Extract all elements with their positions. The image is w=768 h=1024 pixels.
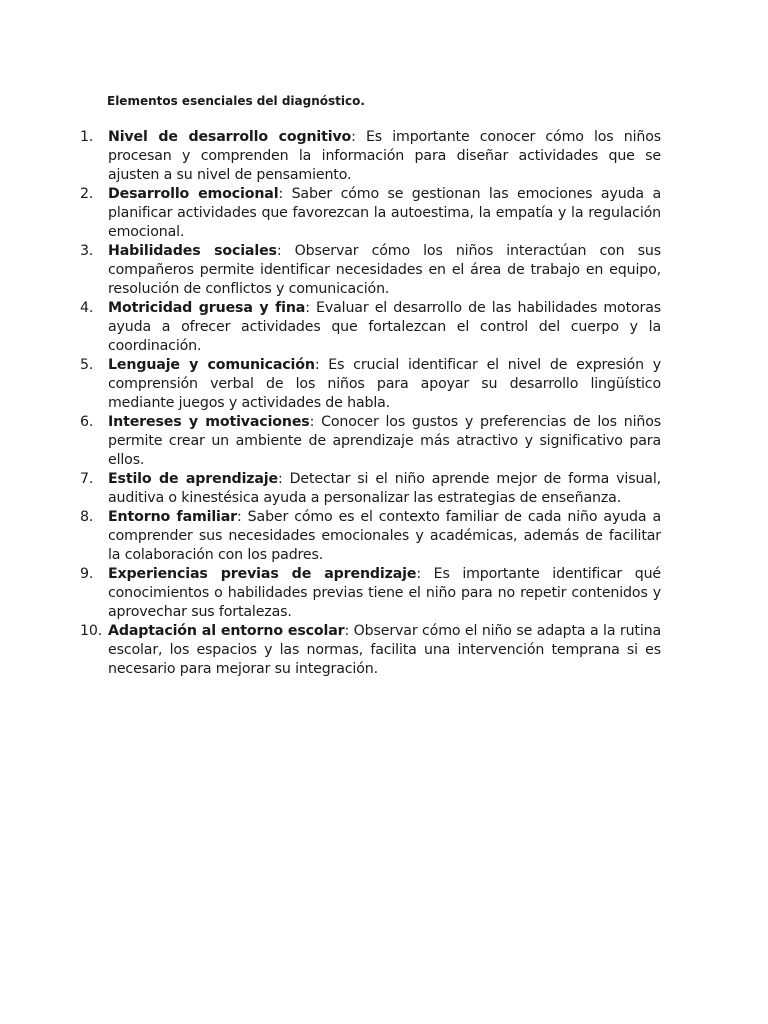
list-item-text: : Evaluar el desarrollo de las habilidades motoras ayuda a ofrecer actividades que fortalezcan el control del cuerpo y la coordinación. [108, 300, 661, 354]
list-item [0, 242, 768, 299]
list-item-term: Habilidades sociales [108, 243, 277, 259]
list-item [0, 508, 768, 565]
list-item-number: 7. [80, 471, 94, 487]
document-title: Elementos esenciales del diagnóstico. [107, 94, 365, 108]
list-item [0, 128, 768, 185]
list-item-term: Entorno familiar [108, 509, 238, 525]
list-item-term: Motricidad gruesa y fina [108, 300, 306, 316]
list-item-text: : Saber cómo es el contexto familiar de cada niño ayuda a comprender sus necesidades emocionales y académicas, además de facilitar la colaboración con los padres. [108, 509, 661, 563]
list-item-term: Nivel de desarrollo cognitivo [108, 129, 352, 145]
list-item-number: 1. [80, 129, 94, 145]
list-item-term: Estilo de aprendizaje [108, 471, 278, 487]
list-item-number: 5. [80, 357, 94, 373]
list-item-text: : Observar cómo los niños interactúan con sus compañeros permite identificar necesidades en el área de trabajo en equipo, resolución de conflictos y comunicación. [108, 243, 661, 297]
list-item-term: Adaptación al entorno escolar [108, 623, 345, 639]
list-item [0, 299, 768, 356]
list-item-number: 8. [80, 509, 94, 525]
list-item-text: : Saber cómo se gestionan las emociones ayuda a planificar actividades que favorezcan la autoestima, la empatía y la regulación emocional. [108, 186, 662, 240]
list-item-number: 2. [80, 186, 94, 202]
list-item-number: 6. [80, 414, 94, 430]
list-item [0, 185, 768, 242]
list-item-term: Experiencias previas de aprendizaje [108, 566, 417, 582]
list-item-number: 3. [80, 243, 94, 259]
list-item-term: Desarrollo emocional [108, 186, 279, 202]
list-item-term: Lenguaje y comunicación [108, 357, 315, 373]
list-item-number: 10. [80, 623, 103, 639]
list-item-text: : Es crucial identificar el nivel de expresión y comprensión verbal de los niños para apoyar su desarrollo lingüístico mediante juegos y actividades de habla. [108, 357, 661, 411]
list-item [0, 413, 768, 470]
list-item-number: 9. [80, 566, 94, 582]
diagnostic-elements-list [0, 128, 768, 679]
list-item-term: Intereses y motivaciones [108, 414, 310, 430]
list-item [0, 470, 768, 508]
list-item [0, 622, 768, 679]
list-item [0, 356, 768, 413]
list-item-number: 4. [80, 300, 94, 316]
list-item-text: : Observar cómo el niño se adapta a la rutina escolar, los espacios y las normas, facilita una intervención temprana si es necesario para mejorar su integración. [108, 623, 662, 677]
list-item-text: : Es importante conocer cómo los niños procesan y comprenden la información para diseñar actividades que se ajusten a su nivel de pensamiento. [108, 129, 661, 183]
list-item-text: : Conocer los gustos y preferencias de los niños permite crear un ambiente de aprendizaje más atractivo y significativo para ellos. [108, 414, 661, 468]
list-item [0, 565, 768, 622]
list-item-text: : Detectar si el niño aprende mejor de forma visual, auditiva o kinestésica ayuda a personalizar las estrategias de enseñanza. [108, 471, 661, 506]
list-item-text: : Es importante identificar qué conocimientos o habilidades previas tiene el niño para no repetir contenidos y aprovechar sus fortalezas. [108, 566, 661, 620]
